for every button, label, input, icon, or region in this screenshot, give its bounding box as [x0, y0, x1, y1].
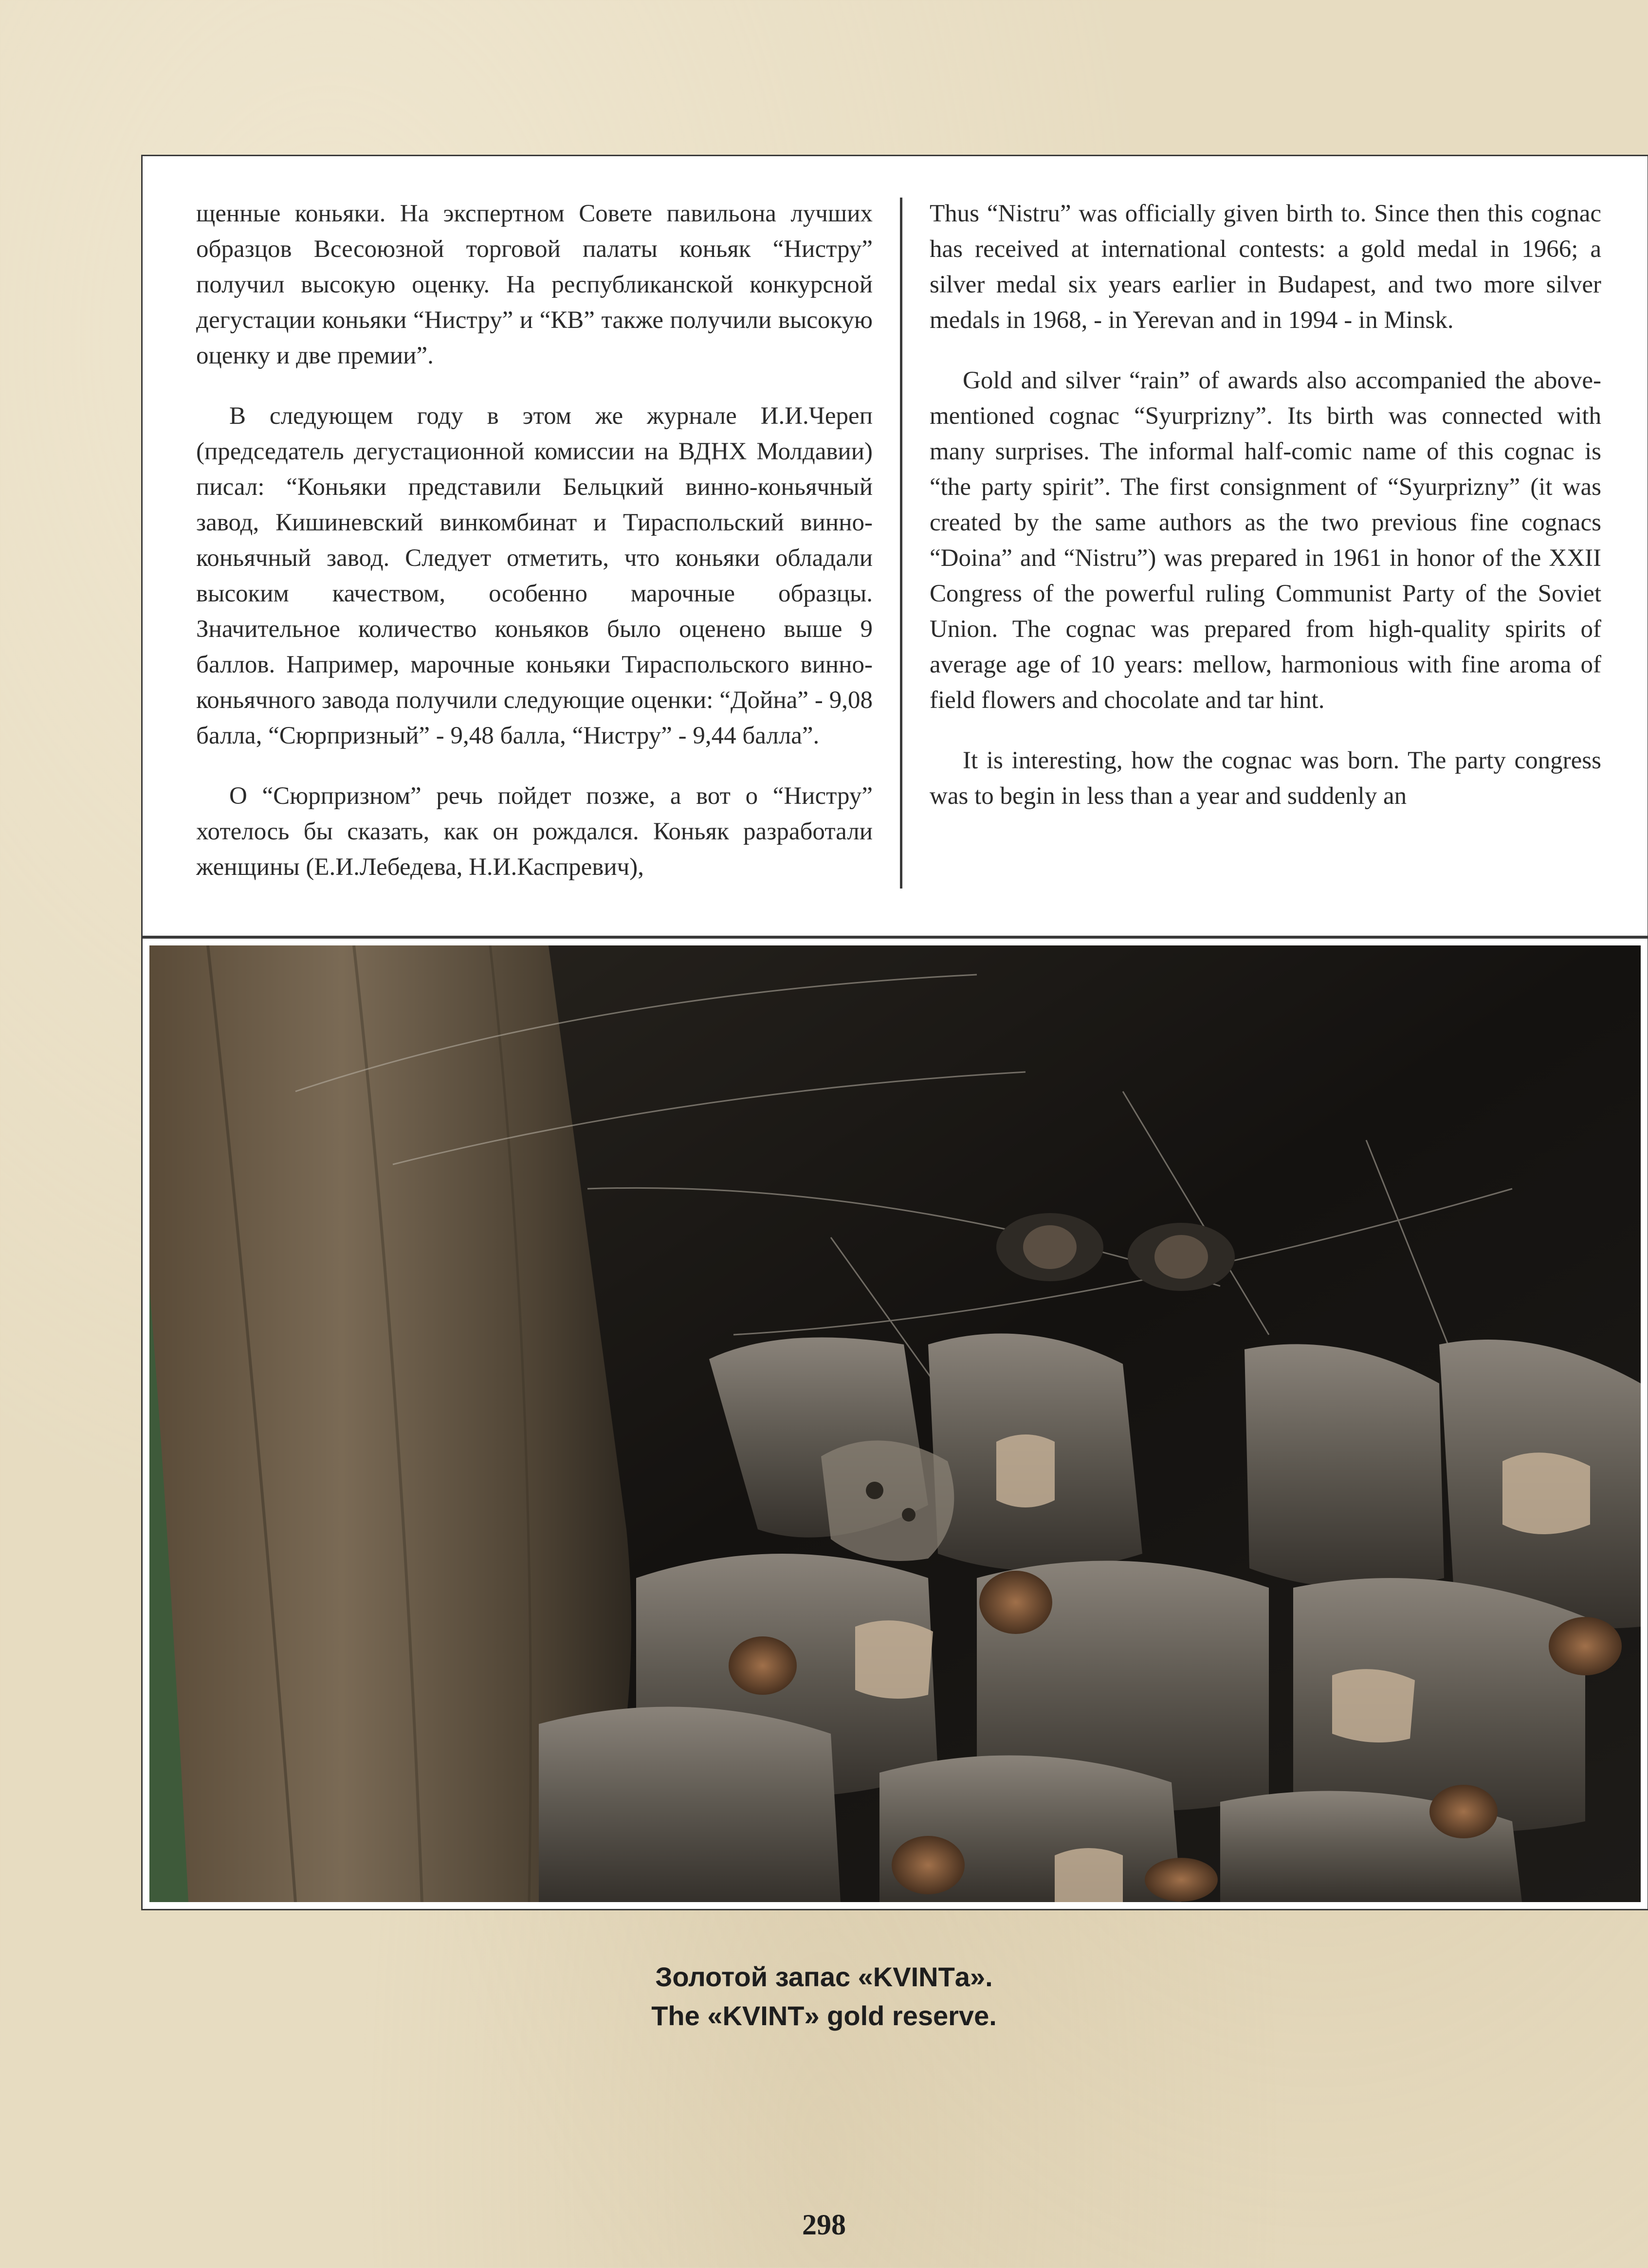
page-number: 298 [802, 2209, 846, 2241]
cellar-bottles-photo [149, 945, 1641, 1902]
left-paragraph-3: О “Сюрпризном” речь пойдет позже, а вот о “Нистру” хотелось бы сказать, как он рождался. Коньяк разработали женщины (Е.И.Лебедева, Н.И.Каспревич), [196, 782, 873, 881]
photo-frame [141, 937, 1648, 1910]
left-paragraph-2: В следующем году в этом же журнале И.И.Череп (председатель дегустационной комиссии на ВДНХ Молдавии) писал: “Коньяки представили Бельцкий винно-коньячный завод, Кишиневский винкомбинат и Тираспольский винно-коньячный завод. Следует отметить, что коньяки обладали высоким качеством, особенно марочные образцы. Значительное количество коньяков было оценено выше 9 баллов. Например, марочные коньяки Тираспольского винно-коньячного завода получили следующие оценки: “Дойна” - 9,08 балла, “Сюрпризный” - 9,48 балла, “Нистру” - 9,44 балла”. [196, 402, 873, 749]
left-column-russian [196, 196, 873, 910]
photo-caption [0, 1958, 1648, 2035]
right-column-english [930, 196, 1601, 839]
left-paragraph-1: щенные коньяки. На экспертном Совете павильона лучших образцов Всесоюзной торговой палаты коньяк “Нистру” получил высокую оценку. На республиканской конкурсной дегустации коньяки “Нистру” и “КВ” также получили высокую оценку и две премии”. [196, 200, 873, 369]
caption-english: The «KVINT» gold reserve. [651, 2000, 997, 2031]
right-paragraph-1: Thus “Nistru” was officially given birth to. Since then this cognac has received at international contests: a gold medal in 1966; a silver medal six years earlier in Budapest, and two more silver medals in 1968, - in Yerevan and in 1994 - in Minsk. [930, 200, 1601, 334]
dust-web-patch [821, 1440, 954, 1561]
caption-russian: Золотой запас «KVINTа». [655, 1961, 993, 1992]
right-paragraph-3: It is interesting, how the cognac was born. The party congress was to begin in less than a year and suddenly an [930, 747, 1601, 810]
right-paragraph-2: Gold and silver “rain” of awards also accompanied the above-mentioned cognac “Syurprizny”. Its birth was connected with many surprises. The informal half-comic name of this cognac is “the party spirit”. The first consignment of “Syurprizny” (it was created by the same authors as the two previous fine cognacs “Doina” and “Nistru”) was prepared in 1961 in honor of the XXII Congress of the powerful ruling Communist Party of the Soviet Union. The cognac was prepared from high-quality spirits of average age of 10 years: mellow, harmonious with fine aroma of field flowers and chocolate and tar hint. [930, 367, 1601, 714]
column-divider [900, 198, 902, 889]
text-frame [141, 155, 1648, 937]
